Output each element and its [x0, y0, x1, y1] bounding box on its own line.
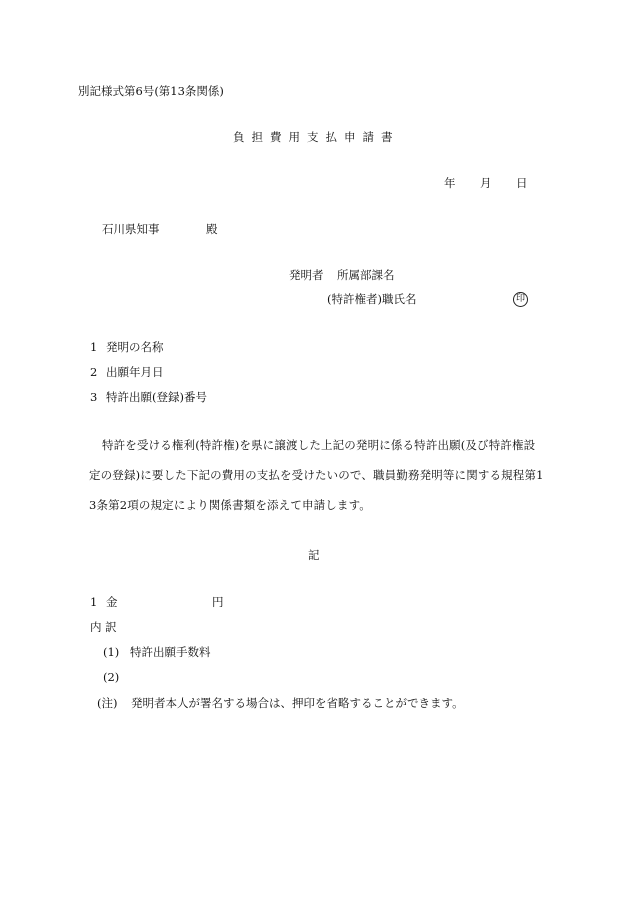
- item-label: 発明の名称: [106, 340, 164, 354]
- addressee-name: 石川県知事: [102, 222, 160, 236]
- holder-label: (特許権者)職氏名: [327, 292, 417, 306]
- note-label: (注): [97, 696, 118, 710]
- form-id: 別記様式第6号(第13条関係): [78, 84, 224, 98]
- inventor-label: 発明者: [289, 268, 324, 282]
- body-line: 3条第2項の規定により関係書類を添えて申請します。: [89, 498, 371, 512]
- body-line: 特許を受ける権利(特許権)を県に譲渡した上記の発明に係る特許出願(及び特許権設: [102, 438, 536, 452]
- document-title: 負担費用支払申請書: [233, 130, 400, 144]
- item-number: 3: [90, 390, 98, 404]
- breakdown-text: 特許出願手数料: [130, 645, 211, 659]
- dept-label: 所属部課名: [337, 268, 395, 282]
- item-label: 特許出願(登録)番号: [106, 390, 207, 404]
- date-month: 月: [480, 176, 492, 190]
- breakdown-number: (1): [103, 645, 120, 659]
- seal-mark: 印: [513, 292, 528, 307]
- date-day: 日: [516, 176, 528, 190]
- ki-heading: 記: [308, 548, 320, 562]
- note-text: 発明者本人が署名する場合は、押印を省略することができます。: [131, 696, 464, 710]
- amount-label: 金: [106, 595, 118, 609]
- item-number: 2: [90, 365, 98, 379]
- breakdown-label: 内 訳: [90, 620, 117, 634]
- amount-unit: 円: [212, 595, 224, 609]
- item-number: 1: [90, 340, 98, 354]
- date-year: 年: [444, 176, 456, 190]
- item-label: 出願年月日: [106, 365, 164, 379]
- amount-number: 1: [90, 595, 98, 609]
- body-line: 定の登録)に要した下記の費用の支払を受けたいので、職員勤務発明等に関する規程第1: [89, 468, 544, 482]
- addressee-honorific: 殿: [206, 222, 218, 236]
- breakdown-number: (2): [103, 670, 120, 684]
